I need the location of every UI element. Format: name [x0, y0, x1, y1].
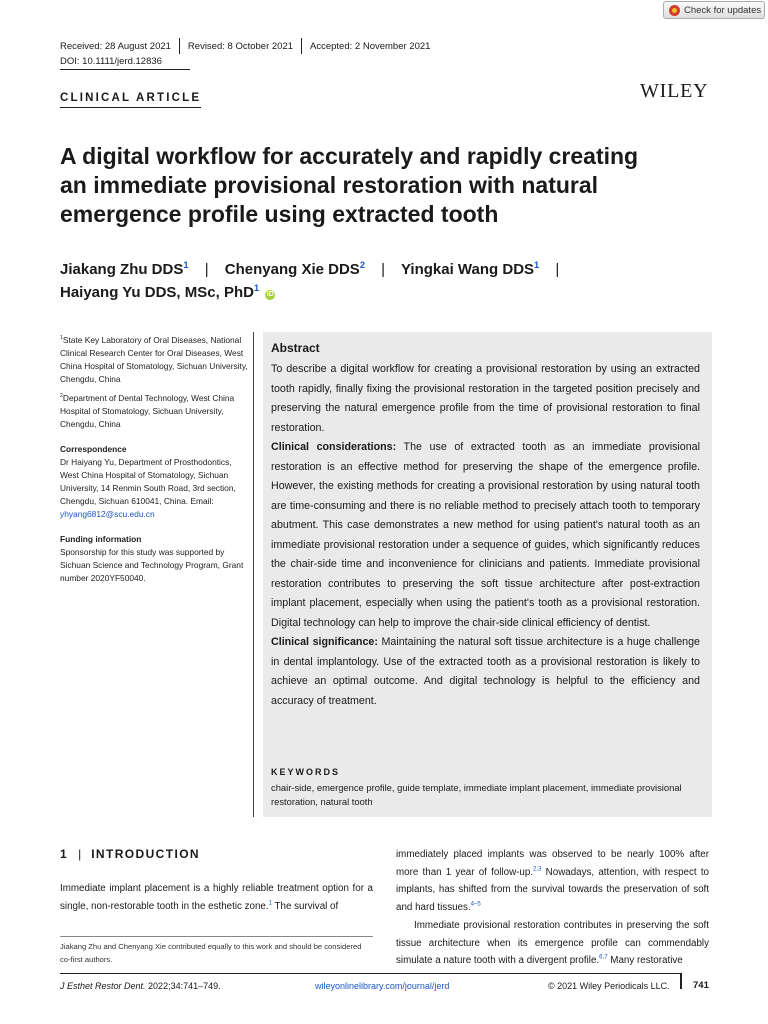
- author-name: Chenyang Xie DDS: [224, 261, 360, 278]
- copyright: © 2021 Wiley Periodicals LLC.: [548, 981, 670, 991]
- funding-text: Sponsorship for this study was supported by Sichuan Science and Technology Program, Grant number 2020YF50040.: [60, 547, 244, 583]
- section-title: INTRODUCTION: [91, 847, 200, 861]
- paragraph-text: Immediate implant placement is a highly reliable treatment option for a single, non-restorable tooth in the esthetic zone.: [60, 883, 373, 912]
- paragraph-text: Many restorative: [607, 955, 683, 967]
- column-divider: [253, 332, 254, 817]
- citation-ref[interactable]: 2,3: [533, 866, 542, 873]
- author-affiliation-ref[interactable]: 1: [253, 283, 260, 293]
- footer-rule: [60, 973, 680, 974]
- paragraph: [396, 917, 709, 970]
- author-affiliation-ref[interactable]: 1: [183, 260, 189, 270]
- body-text-left: [60, 880, 373, 916]
- keywords-text: chair-side, emergence profile, guide template, immediate implant placement, immediate provisional restoration, natural tooth: [271, 782, 682, 807]
- funding-heading: Funding information: [60, 534, 142, 544]
- crossmark-icon: [669, 5, 680, 16]
- paragraph-text: Immediate provisional restoration contributes in preserving the soft tissue architecture when its emergence profile can commendably simulate a nature tooth with a divergent profile.: [396, 919, 709, 967]
- section-heading: [60, 847, 200, 861]
- author-affiliation-ref[interactable]: 1: [534, 260, 540, 270]
- paragraph-text: immediately placed implants was observed to be nearly 100% after more than 1 year of follow-up.: [396, 849, 709, 878]
- affiliation-number: 2: [60, 393, 63, 400]
- header-rule: [60, 69, 190, 70]
- correspondence-address: Dr Haiyang Yu, Department of Prosthodontics, West China Hospital of Stomatology, Sichuan University, 14 Renmin South Road, 3rd section, Chengdu, Sichuan 610041, China.: [60, 457, 236, 506]
- correspondence-text: [60, 456, 250, 521]
- abstract-heading: Abstract: [271, 341, 320, 355]
- paragraph-text: Nowadays, attention, with respect to implants, has shifted from the survival towards the preservation of soft and hard tissues.: [396, 866, 709, 914]
- footnote: Jiakang Zhu and Chenyang Xie contributed equally to this work and should be considered co-first authors.: [60, 942, 362, 964]
- author-name: Haiyang Yu DDS, MSc, PhD: [60, 284, 254, 301]
- affiliation-number: 1: [60, 335, 63, 342]
- footnote-rule: [60, 936, 373, 937]
- email-link[interactable]: yhyang6812@scu.edu.cn: [60, 509, 155, 519]
- affiliation-2: [60, 392, 250, 431]
- author-affiliation-ref[interactable]: 2: [359, 260, 365, 270]
- author-list: [60, 258, 660, 304]
- orcid-icon[interactable]: iD: [266, 291, 274, 298]
- author-name: Yingkai Wang DDS: [400, 261, 535, 278]
- keywords-heading: KEYWORDS: [271, 767, 341, 777]
- revised-date: Revised: 8 October 2021: [187, 40, 294, 52]
- accepted-date: Accepted: 2 November 2021: [310, 40, 431, 52]
- correspondence-heading: Correspondence: [60, 444, 127, 454]
- section-separator: |: [78, 847, 82, 861]
- page-number: 741: [693, 980, 709, 991]
- author-separator: |: [204, 261, 209, 278]
- received-date: Received: 28 August 2021: [60, 40, 171, 52]
- email-label: Email:: [190, 496, 214, 506]
- section-number: 1: [60, 847, 69, 861]
- citation-ref[interactable]: 6,7: [599, 954, 608, 961]
- check-for-updates-button[interactable]: [663, 1, 765, 19]
- article-type: CLINICAL ARTICLE: [60, 92, 201, 108]
- abstract-clinical-significance: [271, 633, 700, 711]
- doi[interactable]: DOI: 10.1111/jerd.12836: [60, 56, 162, 67]
- author-name: Jiakang Zhu DDS: [60, 261, 184, 278]
- paragraph-text: The survival of: [271, 901, 339, 912]
- paragraph: [396, 846, 709, 917]
- clinical-significance-text: Maintaining the natural soft tissue architecture is a huge challenge in dental implantology. Use of the extracted tooth as a provisional restoration is likely to achieve an optimal outcome. And digital technology is helpful to the efficiency and accuracy of treatment.: [271, 636, 700, 707]
- journal-citation: [60, 981, 221, 991]
- abstract-content: [271, 340, 700, 711]
- publisher-logo: WILEY: [640, 80, 709, 102]
- author-separator: |: [555, 261, 560, 278]
- author-separator: |: [381, 261, 386, 278]
- citation-ref[interactable]: 1: [268, 900, 272, 907]
- clinical-considerations-text: The use of extracted tooth as an immediate provisional restoration is an effective method for preserving the shape of the emergence profile. However, the existing methods for creating a provisional restoration by using natural tooth are time-consuming and there is no reliable method to precisely attach tooth to temporary abutment. This case demonstrates a new method for using patient's natural tooth as an immediate provisional restoration under a sequence of guides, which significantly reduces the chair-side time and inconvenience for clinicians and patients. Immediate provisional restoration contributes to preserving the soft tissue architecture after post-extraction implant placement, especially when using the patient's tooth as a provisional restoration. Digital technology can help to improve the chair-side clinical efficiency of dentist.: [271, 441, 701, 629]
- title-line: emergence profile using extracted tooth: [60, 201, 499, 227]
- date-divider: [179, 38, 180, 54]
- body-text-right: [396, 846, 709, 970]
- title-line: A digital workflow for accurately and rapidly creating: [60, 143, 639, 169]
- title-line: an immediate provisional restoration with natural: [60, 172, 599, 198]
- check-for-updates-label: Check for updates: [684, 4, 762, 16]
- citation-ref[interactable]: 4–5: [470, 901, 481, 908]
- abstract-clinical-considerations: [271, 438, 700, 633]
- article-dates: [60, 38, 430, 54]
- date-divider: [301, 38, 302, 54]
- affiliation-1: [60, 334, 250, 386]
- article-title: [60, 142, 660, 229]
- affiliation-text: State Key Laboratory of Oral Diseases, National Clinical Research Center for Oral Diseases, West China Hospital of Stomatology, Sichuan University, Chengdu, China: [60, 335, 248, 384]
- citation-details: 2022;34:741–749.: [145, 981, 221, 991]
- clinical-considerations-label: Clinical considerations:: [271, 441, 397, 453]
- journal-name: J Esthet Restor Dent.: [60, 981, 146, 991]
- affiliation-text: Department of Dental Technology, West China Hospital of Stomatology, Sichuan University, Chengdu, China: [60, 393, 235, 429]
- page-number-divider: [680, 973, 682, 989]
- clinical-significance-label: Clinical significance:: [271, 636, 378, 648]
- journal-url-link[interactable]: wileyonlinelibrary.com/journal/jerd: [315, 981, 450, 991]
- author-info-column: [60, 334, 250, 591]
- abstract-intro: To describe a digital workflow for creating a provisional restoration by using an extracted tooth rapidly, finally fixing the provisional restoration in the targeted position precisely and preserving the natural emergence profile from the time of provisional restoration to final restoration.: [271, 363, 700, 434]
